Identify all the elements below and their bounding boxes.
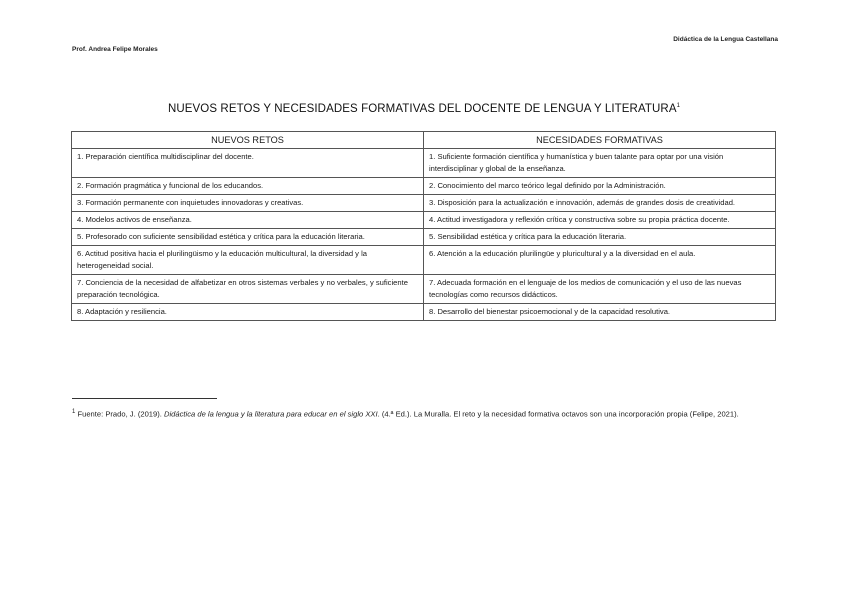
footnote-divider <box>72 398 217 399</box>
necesidad-cell: 8. Desarrollo del bienestar psicoemocional y de la capacidad resolutiva. <box>424 304 776 321</box>
title-text: NUEVOS RETOS Y NECESIDADES FORMATIVAS DEL DOCENTE DE LENGUA Y LITERATURA <box>167 103 677 115</box>
footnote-marker: 1 <box>72 409 76 415</box>
reto-cell: 4. Modelos activos de enseñanza. <box>72 212 424 229</box>
necesidad-cell: 7. Adecuada formación en el lenguaje de los medios de comunicación y el uso de las nuevas tecnologías como recursos didácticos. <box>424 275 776 304</box>
header-necesidades-formativas: NECESIDADES FORMATIVAS <box>424 132 776 149</box>
necesidad-cell: 4. Actitud investigadora y reflexión crítica y constructiva sobre su propia práctica docente. <box>424 212 776 229</box>
table-row <box>72 275 776 304</box>
necesidad-cell: 6. Atención a la educación plurilingüe y pluricultural y a la diversidad en el aula. <box>424 246 776 275</box>
header-nuevos-retos: NUEVOS RETOS <box>72 132 424 149</box>
reto-cell: 1. Preparación científica multidisciplinar del docente. <box>72 149 424 178</box>
footnote-book-title: Didáctica de la lengua y la literatura para educar en el siglo XXI <box>164 409 378 419</box>
table-row <box>72 304 776 321</box>
challenges-table <box>71 131 776 321</box>
reto-cell: 5. Profesorado con suficiente sensibilidad estética y crítica para la educación literaria. <box>72 229 424 246</box>
reto-cell: 3. Formación permanente con inquietudes innovadoras y creativas. <box>72 195 424 212</box>
footnote-prefix: Fuente: Prado, J. (2019). <box>75 409 164 419</box>
reto-cell: 7. Conciencia de la necesidad de alfabetizar en otros sistemas verbales y no verbales, y suficiente preparación tecnológica. <box>72 275 424 304</box>
reto-cell: 2. Formación pragmática y funcional de los educandos. <box>72 178 424 195</box>
necesidad-cell: 2. Conocimiento del marco teórico legal definido por la Administración. <box>424 178 776 195</box>
necesidad-cell: 5. Sensibilidad estética y crítica para la educación literaria. <box>424 229 776 246</box>
table-header-row <box>72 132 776 149</box>
course-header: Didáctica de la Lengua Castellana <box>673 36 778 43</box>
necesidad-cell: 1. Suficiente formación científica y humanística y buen talante para optar por una visión interdisciplinar y global de la enseñanza. <box>424 149 776 178</box>
professor-header: Prof. Andrea Felipe Morales <box>72 46 158 53</box>
table-row <box>72 149 776 178</box>
table-row <box>72 246 776 275</box>
table-row <box>72 229 776 246</box>
necesidad-cell: 3. Disposición para la actualización e innovación, además de grandes dosis de creatividad. <box>424 195 776 212</box>
footnote <box>72 406 778 421</box>
reto-cell: 8. Adaptación y resiliencia. <box>72 304 424 321</box>
table-row <box>72 178 776 195</box>
footnote-suffix: . (4.ª Ed.). La Muralla. El reto y la necesidad formativa octavos son una incorporación propia (Felipe, 2021). <box>377 409 739 419</box>
page-title <box>0 103 848 115</box>
title-footnote-marker: 1 <box>676 103 681 110</box>
table-row <box>72 212 776 229</box>
table-row <box>72 195 776 212</box>
reto-cell: 6. Actitud positiva hacia el plurilingüismo y la educación multicultural, la diversidad y la heterogeneidad social. <box>72 246 424 275</box>
